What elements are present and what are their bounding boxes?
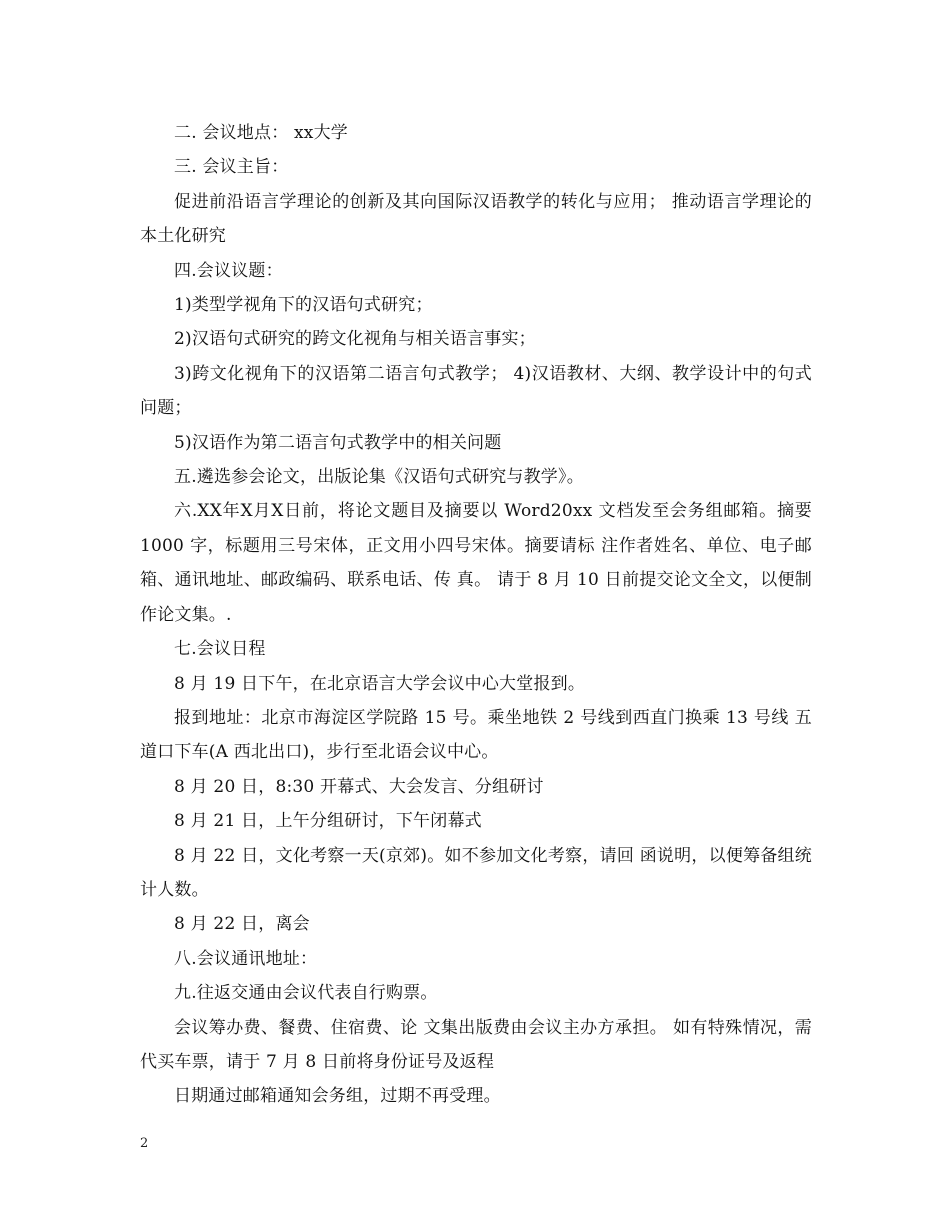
- document-body: [140, 116, 812, 1114]
- heading-transport: 九.往返交通由会议代表自行购票。: [174, 983, 438, 1004]
- page-number: 2: [140, 1136, 149, 1151]
- heading-contact-address: 八.会议通讯地址：: [174, 948, 318, 969]
- heading-purpose: 三. 会议主旨：: [174, 157, 289, 178]
- topic-item-3-4: 3)跨文化视角下的汉语第二语言句式教学； 4)汉语教材、大纲、教学设计中的句式问题；: [140, 363, 812, 419]
- paragraph-submission: 六.XX年X月X日前，将论文题目及摘要以 Word20xx 文档发至会务组邮箱。摘要 1000 字，标题用三号宋体，正文用小四号宋体。摘要请标 注作者姓名、单位、电子邮箱、通讯地址、邮政编码、联系电话、传 真。 请于 8 月 10 日前提交论文全文，以便制作论文集。.: [140, 501, 812, 625]
- paragraph-venue: 二. 会议地点： xx大学: [174, 123, 348, 143]
- schedule-item-day1: 8 月 20 日，8:30 开幕式、大会发言、分组研讨: [174, 776, 544, 797]
- topic-item-1: 1)类型学视角下的汉语句式研究；: [174, 295, 433, 316]
- schedule-item-registration: 8 月 19 日下午，在北京语言大学会议中心大堂报到。: [174, 673, 586, 694]
- schedule-item-day2: 8 月 21 日，上午分组研讨，下午闭幕式: [174, 811, 482, 832]
- schedule-item-excursion: 8 月 22 日，文化考察一天(京郊)。如不参加文化考察，请回 函说明，以便筹备组统计人数。: [140, 845, 812, 900]
- topic-item-2: 2)汉语句式研究的跨文化视角与相关语言事实；: [174, 329, 536, 350]
- paragraph-registration-address: 报到地址：北京市海淀区学院路 15 号。乘坐地铁 2 号线到西直门换乘 13 号线 五道口下车(A 西北出口)，步行至北语会议中心。: [140, 707, 812, 763]
- paragraph-selection: 五.遴选参会论文，出版论集《汉语句式研究与教学》。: [174, 467, 584, 488]
- schedule-item-departure: 8 月 22 日，离会: [174, 914, 310, 935]
- paragraph-purpose: 促进前沿语言学理论的创新及其向国际汉语教学的转化与应用； 推动语言学理论的本土化研究: [140, 191, 812, 247]
- heading-topics: 四.会议议题：: [174, 260, 283, 281]
- paragraph-deadline: 日期通过邮箱通知会务组，过期不再受理。: [174, 1086, 501, 1107]
- paragraph-fees: 会议筹办费、餐费、住宿费、论 文集出版费由会议主办方承担。 如有特殊情况，需代买车票，请于 7 月 8 日前将身份证号及返程: [140, 1017, 812, 1072]
- heading-schedule: 七.会议日程: [174, 639, 266, 660]
- topic-item-5: 5)汉语作为第二语言句式教学中的相关问题: [174, 432, 502, 453]
